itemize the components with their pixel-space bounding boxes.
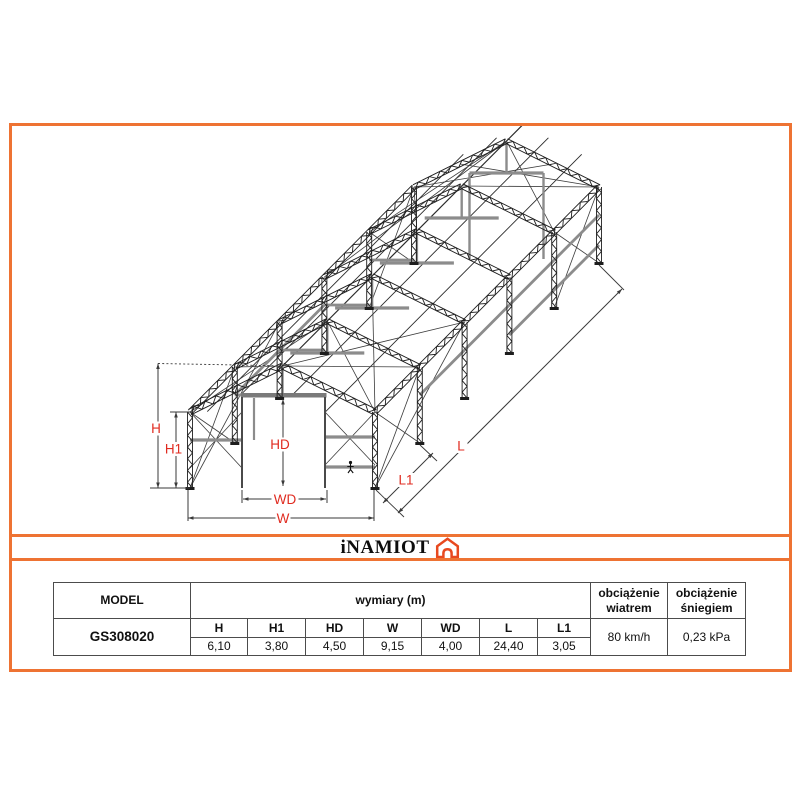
- brand-bar: [12, 537, 789, 561]
- wind-load-value: 80 km/h: [591, 619, 668, 656]
- val-l: 24,40: [480, 638, 538, 656]
- col-l1: L1: [538, 619, 591, 638]
- val-l1: 3,05: [538, 638, 591, 656]
- dim-label-h1: H1: [164, 441, 183, 457]
- val-w: 9,15: [364, 638, 422, 656]
- col-hd: HD: [306, 619, 364, 638]
- dim-label-l1: L1: [398, 472, 414, 488]
- model-header: MODEL: [54, 583, 191, 619]
- val-h: 6,10: [191, 638, 248, 656]
- spec-table-area: [12, 561, 789, 669]
- bordered-frame: [9, 123, 792, 672]
- dim-label-w: W: [276, 511, 290, 526]
- snow-load-header: obciążenie śniegiem: [668, 583, 746, 619]
- wind-load-header: obciążenie wiatrem: [591, 583, 668, 619]
- col-w: W: [364, 619, 422, 638]
- col-h1: H1: [248, 619, 306, 638]
- val-hd: 4,50: [306, 638, 364, 656]
- spec-table: [53, 582, 746, 656]
- snow-load-value: 0,23 kPa: [668, 619, 746, 656]
- truss-hall-drawing: [12, 126, 789, 534]
- brand-logo-text: iNAMIOT: [340, 537, 430, 558]
- val-wd: 4,00: [422, 638, 480, 656]
- dim-label-h: H: [151, 421, 161, 436]
- dimensions-header: wymiary (m): [191, 583, 591, 619]
- dim-label-l: L: [457, 438, 465, 454]
- col-wd: WD: [422, 619, 480, 638]
- tent-house-icon: [434, 537, 461, 558]
- col-h: H: [191, 619, 248, 638]
- dim-label-wd: WD: [273, 492, 297, 507]
- col-l: L: [480, 619, 538, 638]
- structure-diagram: [12, 126, 789, 537]
- model-value: GS308020: [54, 619, 191, 656]
- dim-label-hd: HD: [270, 437, 290, 452]
- val-h1: 3,80: [248, 638, 306, 656]
